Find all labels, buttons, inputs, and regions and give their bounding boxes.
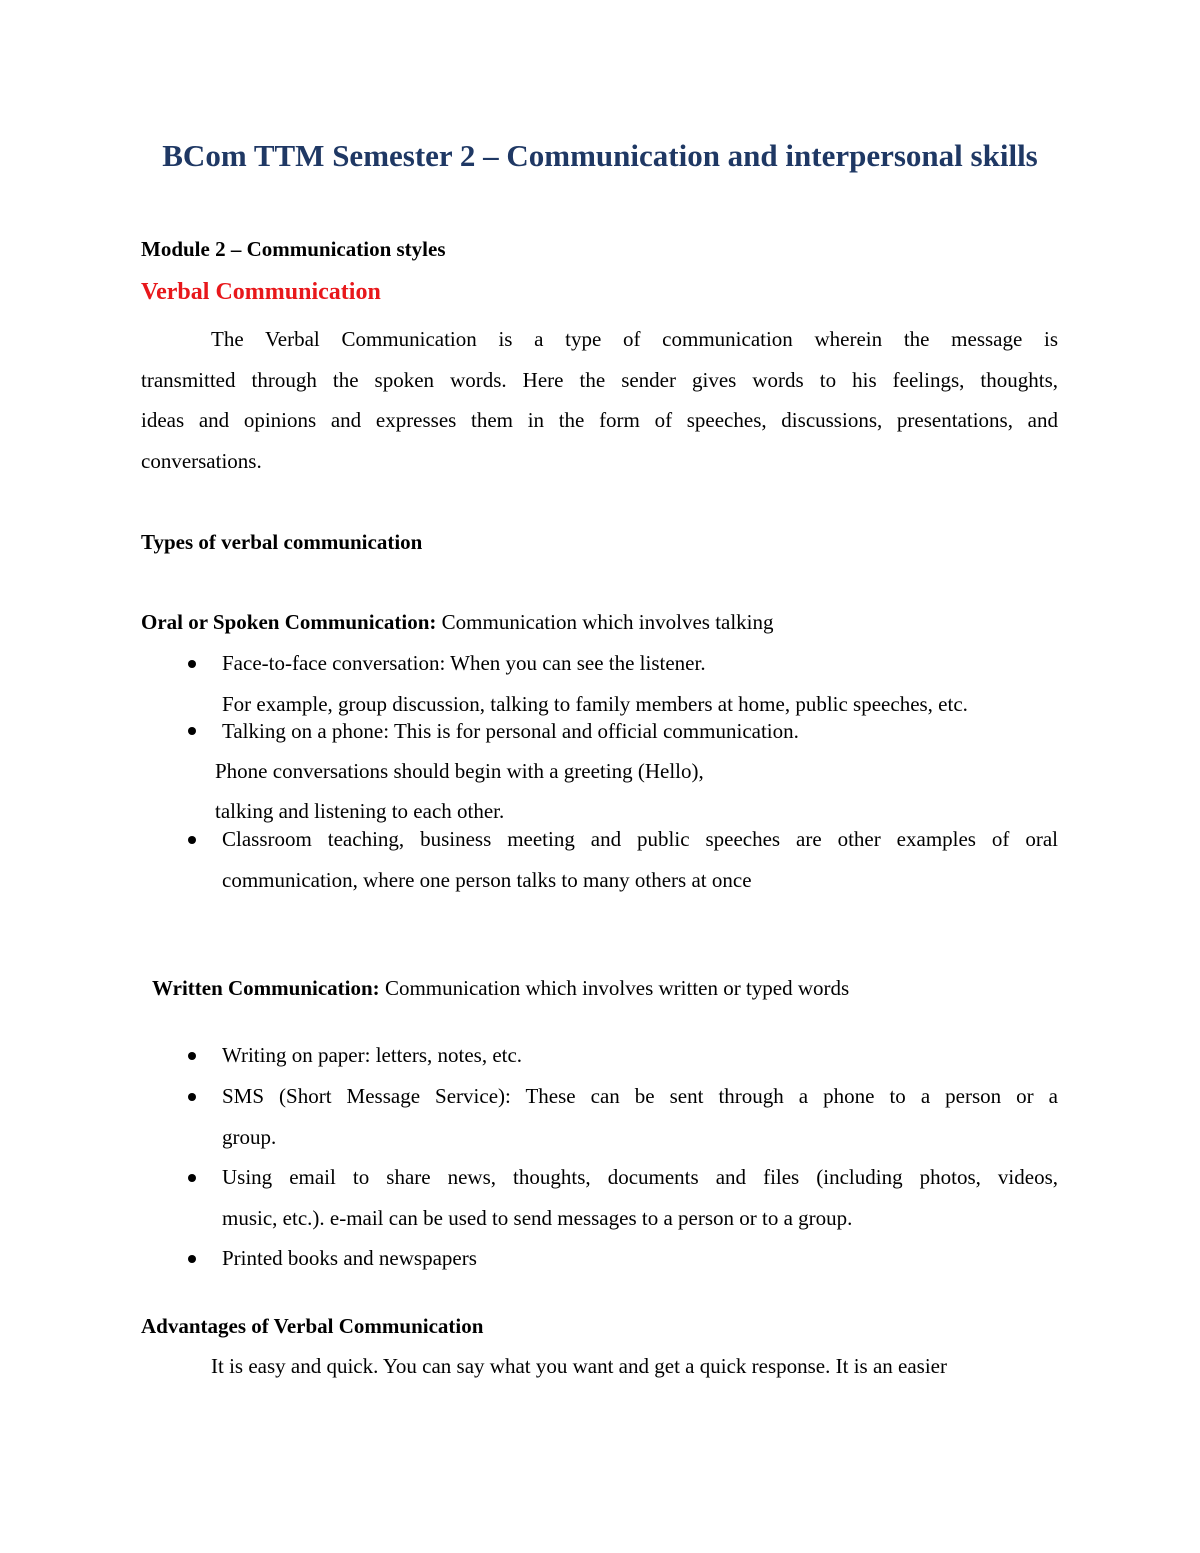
- oral-item-3-line-1: Classroom teaching, business meeting and public speeches are other examples of oral: [222, 827, 1058, 851]
- advantages-line-1: It is easy and quick. You can say what you want and get a quick response. It is an easier: [211, 1354, 947, 1378]
- intro-line-1: The Verbal Communication is a type of communication wherein the message is: [211, 327, 1058, 351]
- oral-communication-heading: [141, 610, 774, 634]
- written-item-3-line-2: music, etc.). e-mail can be used to send messages to a person or to a group.: [222, 1206, 853, 1230]
- intro-line-2: transmitted through the spoken words. Here the sender gives words to his feelings, thoughts,: [141, 368, 1058, 392]
- oral-item-2-line-1: Talking on a phone: This is for personal and official communication.: [222, 719, 799, 743]
- written-item-2-line-2: group.: [222, 1125, 277, 1149]
- bullet-icon: [188, 1174, 196, 1182]
- written-item-1-line-1: Writing on paper: letters, notes, etc.: [222, 1043, 523, 1067]
- bullet-icon: [188, 660, 196, 668]
- oral-desc: Communication which involves talking: [436, 610, 774, 634]
- advantages-heading: Advantages of Verbal Communication: [141, 1314, 484, 1338]
- bullet-icon: [188, 1093, 196, 1101]
- module-heading: Module 2 – Communication styles: [141, 237, 446, 261]
- written-communication-heading: [152, 976, 849, 1000]
- written-item-3-line-1: Using email to share news, thoughts, documents and files (including photos, videos,: [222, 1165, 1058, 1189]
- bullet-icon: [188, 836, 196, 844]
- oral-item-2-line-3: talking and listening to each other.: [215, 799, 505, 823]
- written-item-2-line-1: SMS (Short Message Service): These can be sent through a phone to a person or a: [222, 1084, 1058, 1108]
- oral-item-1-line-2: For example, group discussion, talking to family members at home, public speeches, etc.: [222, 692, 968, 716]
- oral-item-3-line-2: communication, where one person talks to many others at once: [222, 868, 752, 892]
- bullet-icon: [188, 727, 196, 735]
- oral-item-1-line-1: Face-to-face conversation: When you can see the listener.: [222, 651, 706, 675]
- written-desc: Communication which involves written or typed words: [379, 976, 850, 1000]
- bullet-icon: [188, 1255, 196, 1263]
- written-label: Written Communication:: [152, 976, 380, 1000]
- oral-label: Oral or Spoken Communication:: [141, 610, 437, 634]
- section-heading-verbal-communication: Verbal Communication: [141, 279, 381, 305]
- intro-line-4: conversations.: [141, 449, 262, 473]
- bullet-icon: [188, 1052, 196, 1060]
- intro-line-3: ideas and opinions and expresses them in the form of speeches, discussions, presentations, and: [141, 408, 1058, 432]
- written-item-4-line-1: Printed books and newspapers: [222, 1246, 477, 1270]
- oral-item-2-line-2: Phone conversations should begin with a greeting (Hello),: [215, 759, 704, 783]
- types-heading: Types of verbal communication: [141, 530, 423, 554]
- document-title: BCom TTM Semester 2 – Communication and interpersonal skills: [162, 138, 1038, 173]
